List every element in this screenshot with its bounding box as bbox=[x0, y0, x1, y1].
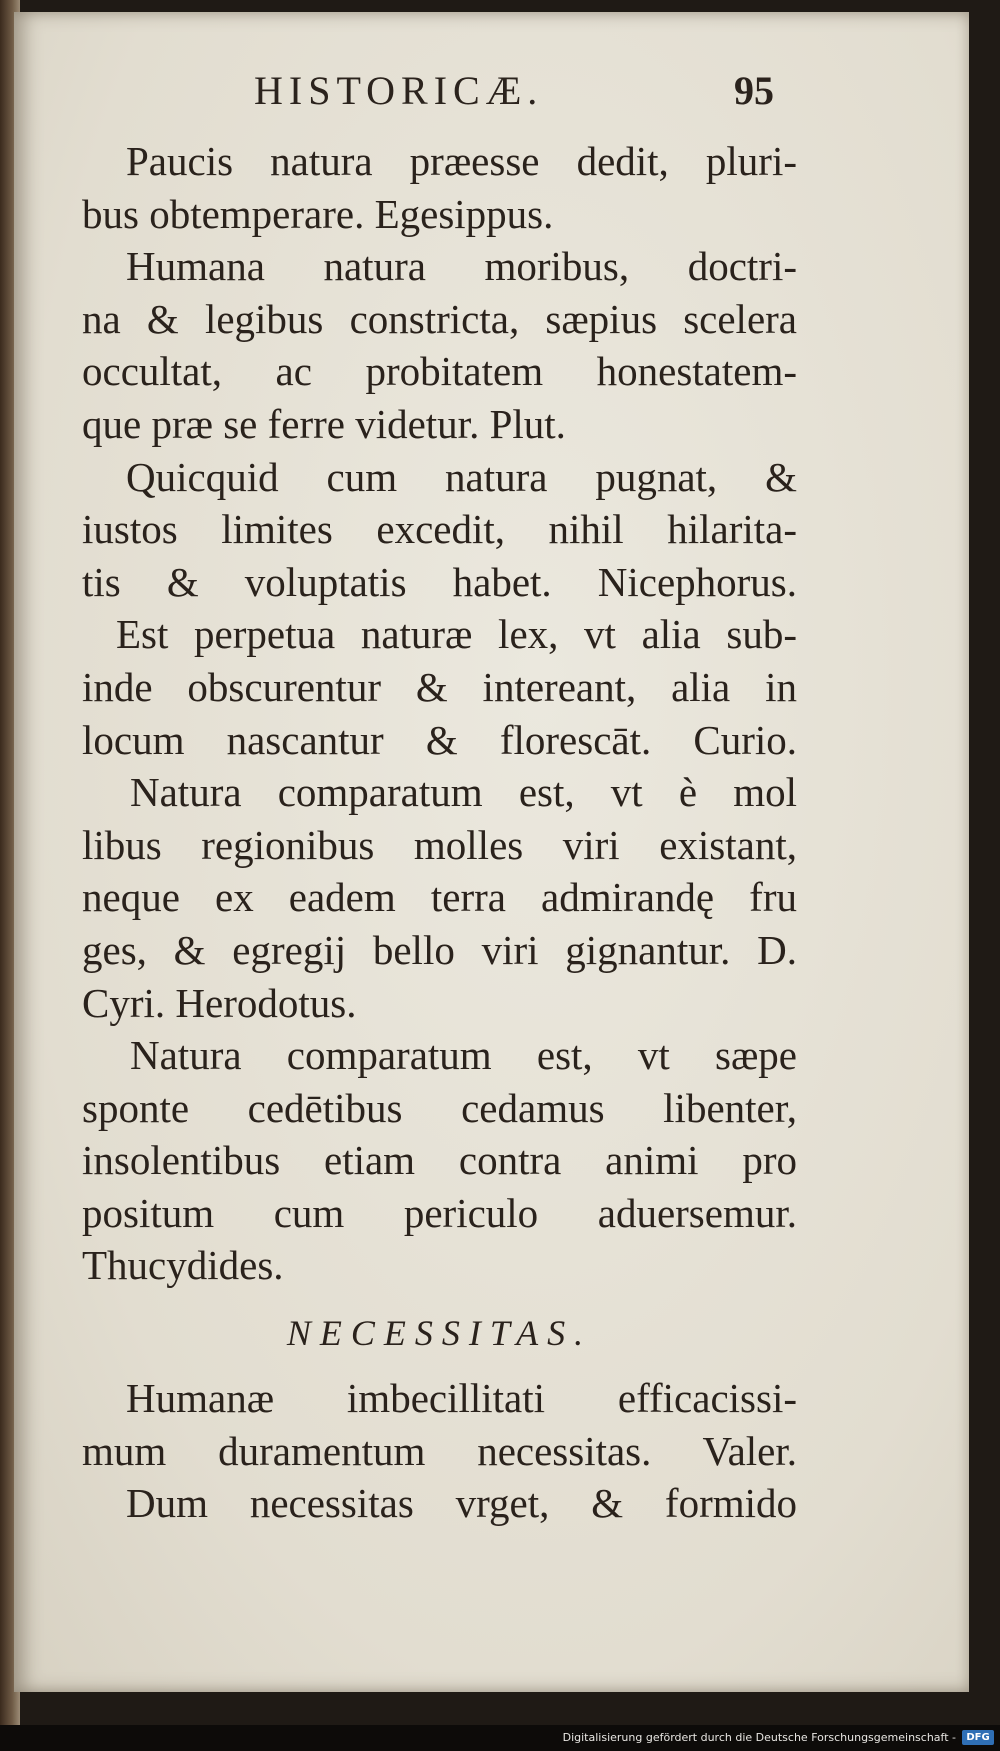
text-line: Quicquid cum natura pugnat, & bbox=[126, 453, 797, 500]
text-line: positum cum periculo aduersemur. bbox=[82, 1189, 797, 1236]
text-line: ges, & egregij bello viri gignantur. D. bbox=[82, 926, 797, 973]
text-line: Natura comparatum est, vt è mol bbox=[130, 769, 797, 816]
text-line: Est perpetua naturæ lex, vt alia sub- bbox=[116, 611, 797, 658]
text-line: Humana natura moribus, doctri- bbox=[126, 243, 797, 290]
text-line: mum duramentum necessitas. Valer. bbox=[82, 1427, 797, 1474]
body-text bbox=[82, 135, 797, 1530]
text-line: Cyri. Herodotus. bbox=[82, 979, 357, 1026]
text-line: sponte cedētibus cedamus libenter, bbox=[82, 1084, 797, 1131]
text-line: occultat, ac probitatem honestatem- bbox=[82, 348, 797, 395]
entry-3 bbox=[82, 451, 797, 609]
text-line: Humanæ imbecillitati efficacissi- bbox=[126, 1375, 797, 1422]
text-line: locum nascantur & florescāt. Curio. bbox=[82, 716, 797, 763]
text-line: inde obscurentur & intereant, alia in bbox=[82, 663, 797, 710]
page-number: 95 bbox=[734, 68, 774, 113]
section-entry-2 bbox=[82, 1477, 797, 1530]
text-line: neque ex eadem terra admirandę fru bbox=[82, 874, 797, 921]
dfg-logo: DFG bbox=[962, 1730, 994, 1745]
entry-4 bbox=[82, 608, 797, 766]
text-line: Paucis natura præesse dedit, pluri- bbox=[126, 138, 797, 184]
text-line: libus regionibus molles viri existant, bbox=[82, 821, 797, 868]
entry-6 bbox=[82, 1029, 797, 1292]
section-heading: NECESSITAS. bbox=[286, 1313, 593, 1354]
text-line: insolentibus etiam contra animi pro bbox=[82, 1137, 797, 1184]
text-line: Dum necessitas vrget, & formido bbox=[126, 1480, 797, 1527]
running-head-title: HISTORICÆ. bbox=[254, 68, 544, 113]
text-line: iustos limites excedit, nihil hilarita- bbox=[82, 506, 797, 553]
entry-1 bbox=[82, 135, 797, 240]
page-sheet bbox=[14, 12, 969, 1692]
text-line: bus obtemperare. Egesippus. bbox=[82, 190, 554, 237]
text-line: Natura comparatum est, vt sæpe bbox=[130, 1032, 797, 1079]
digitization-credit: Digitalisierung gefördert durch die Deutsche Forschungsgemeinschaft - bbox=[562, 1731, 956, 1744]
entry-5 bbox=[82, 766, 797, 1029]
text-line: na & legibus constricta, sæpius scelera bbox=[82, 295, 797, 342]
running-head bbox=[14, 67, 969, 127]
text-line: Thucydides. bbox=[82, 1242, 284, 1289]
section-entry-1 bbox=[82, 1372, 797, 1477]
text-line: tis & voluptatis habet. Nicephorus. bbox=[82, 558, 797, 605]
text-line: que præ se ferre videtur. Plut. bbox=[82, 400, 566, 447]
entry-2 bbox=[82, 240, 797, 450]
